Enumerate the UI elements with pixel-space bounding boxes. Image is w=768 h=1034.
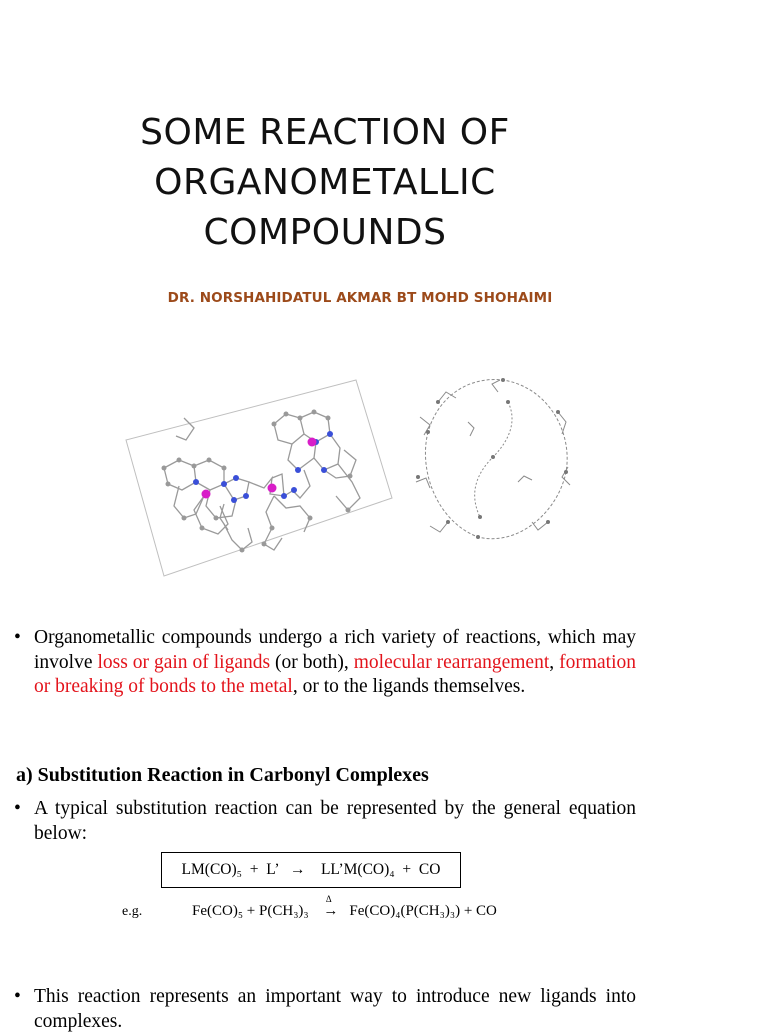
macrocycle-structure-image — [408, 372, 578, 547]
highlight-rearrangement: molecular rearrangement — [353, 651, 550, 673]
title-line-2: ORGANOMETALLIC — [154, 162, 496, 203]
bullet-1: • — [14, 627, 21, 648]
highlight-ligands: loss or gain of ligands — [97, 651, 271, 673]
intro-text-3: , — [549, 651, 560, 673]
arrow-glyph: → — [323, 903, 339, 919]
title-line-1: SOME REACTION OF — [140, 112, 510, 153]
crystal-structure-image — [124, 378, 394, 578]
section-a-heading: a) Substitution Reaction in Carbonyl Complexes — [16, 764, 429, 786]
intro-text-1: Organometallic compounds undergo a rich variety of reactions, which may involve — [34, 627, 636, 673]
intro-text-4: , or to the ligands themselves. — [292, 676, 526, 697]
bullet-3: • — [14, 986, 21, 1007]
intro-paragraph — [14, 626, 636, 700]
general-equation-box: LM(CO)₅ + L’ → LL’M(CO)₄ + CO — [161, 852, 461, 888]
heat-symbol: Δ — [325, 894, 332, 904]
substitution-paragraph — [14, 797, 636, 846]
conclusion-paragraph — [14, 985, 636, 1034]
example-equation — [192, 894, 497, 920]
highlight-bonds: formation or breaking of bonds to the metal — [34, 651, 637, 697]
bullet-2: • — [14, 798, 21, 819]
title-line-3: COMPOUNDS — [203, 212, 447, 253]
substitution-text: A typical substitution reaction can be represented by the general equation below: — [34, 798, 636, 844]
example-products: Fe(CO)₄(P(CH₃)₃) + CO — [349, 903, 497, 919]
conclusion-text: This reaction represents an important way to introduce new ligands into complexes. — [34, 986, 636, 1032]
example-reactants: Fe(CO)₅ + P(CH₃)₃ — [192, 903, 309, 919]
example-label: e.g. — [122, 904, 143, 919]
author-name: DR. NORSHAHIDATUL AKMAR BT MOHD SHOHAIMI — [167, 290, 553, 306]
reaction-arrow — [320, 894, 342, 920]
slide-title — [90, 108, 560, 258]
intro-text-2: (or both), — [270, 651, 354, 673]
